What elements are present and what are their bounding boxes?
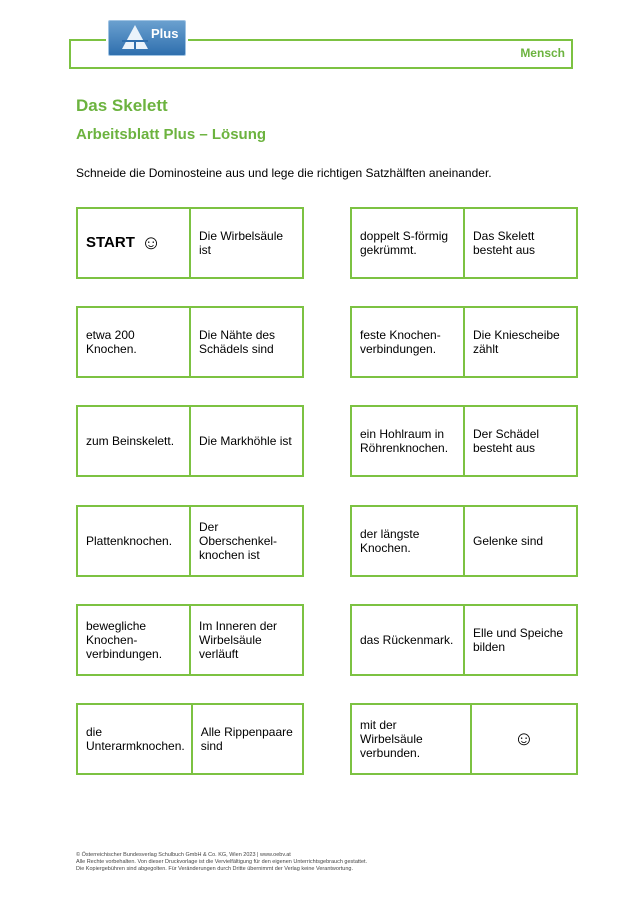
domino-right: Der Oberschenkel- knochen ist [189,507,302,575]
domino-left: zum Beinskelett. [86,434,175,448]
domino-left: der längste Knochen. [360,527,420,555]
domino-left: feste Knochen- verbindungen. [360,328,441,356]
domino-card-1 [76,207,304,279]
domino-right: Im Inneren der Wirbelsäule verläuft [189,606,302,674]
subject-label: Mensch [520,46,565,60]
domino-right: Der Schädel besteht aus [463,407,576,475]
domino-left: doppelt S-förmig gekrümmt. [360,229,449,257]
instruction-text: Schneide die Dominosteine aus und lege die richtigen Satzhälften aneinander. [76,166,492,180]
domino-card-6 [350,405,578,477]
publisher-logo [108,20,186,56]
domino-left: mit der Wirbelsäule verbunden. [360,718,423,760]
domino-right: Gelenke sind [463,507,576,575]
domino-card-10 [350,604,578,676]
domino-card-3 [76,306,304,378]
domino-right: Die Nähte des Schädels sind [189,308,302,376]
domino-left [78,209,189,277]
domino-right: Die Wirbelsäule ist [189,209,302,277]
smiley-icon: ☺ [513,728,535,750]
domino-card-2 [350,207,578,279]
domino-right: Alle Rippenpaare sind [191,705,302,773]
domino-card-5 [76,405,304,477]
copyright-footer: © Österreichischer Bundesverlag Schulbuch GmbH & Co. KG, Wien 2023 | www.oebv.at Alle Rechte vorbehalten. Von dieser Druckvorlage ist die Vervielfältigung für den eigenen Unterrichtsgebrauch gestattet. Die Kopiergebühren sind abgegolten. Für Veränderungen durch Dritte übernimmt der Verlag keine Verantwortung. [76,852,368,872]
start-label: START [86,234,135,251]
domino-left: die Unterarmknochen. [86,725,185,753]
domino-card-9 [76,604,304,676]
domino-right: Elle und Speiche bilden [463,606,576,674]
page-subtitle: Arbeitsblatt Plus – Lösung [76,126,267,143]
domino-card-12 [350,703,578,775]
domino-card-11 [76,703,304,775]
domino-left: bewegliche Knochen- verbindungen. [86,619,163,661]
domino-right [470,705,576,773]
domino-left: etwa 200 Knochen. [86,328,137,356]
domino-right: Das Skelett besteht aus [463,209,576,277]
domino-left: das Rückenmark. [360,633,454,647]
domino-right: Die Markhöhle ist [189,407,302,475]
pyramid-icon [121,24,149,50]
domino-card-4 [350,306,578,378]
page-title: Das Skelett [76,96,168,115]
domino-left: ein Hohlraum in Röhrenknochen. [360,427,449,455]
domino-right: Die Kniescheibe zählt [463,308,576,376]
domino-card-7 [76,505,304,577]
domino-left: Plattenknochen. [86,534,173,548]
domino-card-8 [350,505,578,577]
logo-text: Plus [151,26,179,41]
smiley-icon: ☺ [140,232,162,254]
